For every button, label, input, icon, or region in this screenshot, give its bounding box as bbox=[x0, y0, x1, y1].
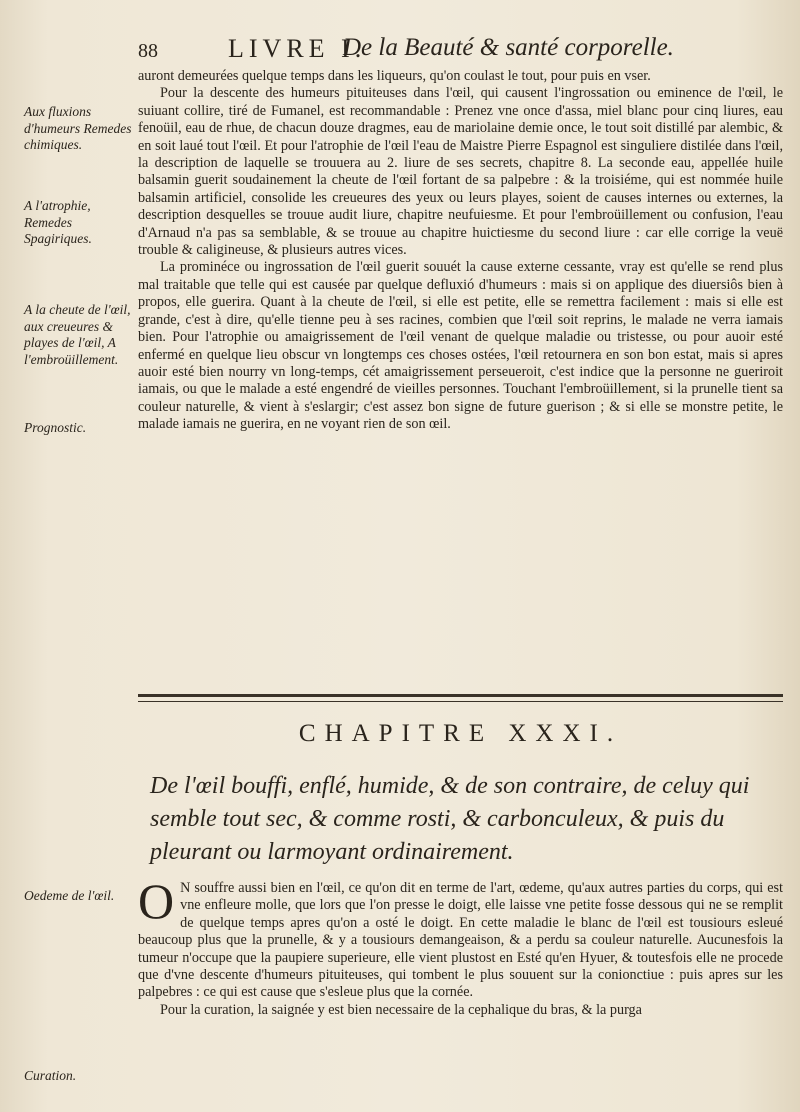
book-label: LIVRE I. bbox=[228, 34, 367, 63]
chapter-title: De l'œil bouffi, enflé, humide, & de son contraire, de celuy qui semble tout sec, & comme rosti, & carbonculeux, & puis du pleurant ou larmoyant ordinairement. bbox=[150, 773, 750, 865]
running-header bbox=[138, 34, 778, 68]
chapter-text-block bbox=[138, 873, 783, 1019]
chapter-divider bbox=[138, 694, 783, 702]
margin-note-oedeme: Oedeme de l'œil. bbox=[24, 888, 115, 903]
continuation-paragraph: auront demeurées quelque temps dans les liqueurs, qu'on coulast le tout, pour puis en vser. bbox=[138, 68, 651, 84]
drop-cap: O bbox=[138, 873, 175, 929]
margin-note-prognostic: Prognostic. bbox=[24, 420, 87, 435]
chapter-paragraph-2: Pour la curation, la saignée y est bien necessaire de la cephalique du bras, & la purga bbox=[160, 1001, 642, 1018]
margin-note-curation: Curation. bbox=[24, 1068, 77, 1083]
paragraph-collire: Pour la descente des humeurs pituiteuses dans l'œil, qui causent l'ingrossation ou eminence de l'œil, le suiuant collire, tiré de Fumanel, est recommandable : Prenez vne once d'assa, miel blanc pour cinq liures, eau fenoüil, eau de rhue, de chacun douze dragmes, eau de mariolaine demie once, le tout soit distillé par alembic, & en soit laué tout l'œil. Et pour l'atrophie de l'œil l'eau de Maistre Pierre Espagnol est singuliere distilée dans l'œil, la description de laquelle se trouuera au 2. liure de ses secrets, chapitre 8. La seconde eau, appellée huile balsamin guerit soudainement la cheute de l'œil fortant de sa palpebre : & la troisiéme, qui est nommée huile balsamin artificiel, consolide les creueures des yeux ou leurs playes, soient de causes internes ou externes, la description desquelles se trouue audit liure, chapitre neufuiesme. Et pour l'embroüillement ou confusion, l'eau d'Arnaud n'a pas sa semblable, & se trouue au chapitre huictiesme du second liure : car elle corrige la veuë trouble & caligineuse, & plusieurs autres vices. bbox=[138, 85, 783, 259]
paragraph-prognostic: La prominéce ou ingrossation de l'œil guerit souuét la cause externe cessante, vray est qu'elle se rend plus mal traitable que telle qui est causée par quelque defluxió d'humeurs : mais si on applique des diuersiôs bien à propos, elle guerira. Quant à la cheute de l'œil, si elle est petite, elle se remettra facilement : mais si elle est grande, c'est à dire, qu'elle tienne peu à ses racines, combien que l'œil soit reprins, le malade ne verra iamais bien. Pour l'atrophie ou amaigrissement de l'œil venant de quelque maladie ou tristesse, ou pour auoir esté enfermé en quelque lieu obscur vn longtemps ces choses ostées, l'œil retournera en son bon estat, mais si apres auoir esté bien nourry vn long-temps, cét amaigrissement perseueroit, c'est indice que la personne ne gueriroit iamais, ou que le malade a esté engendré de vieilles personnes. Touchant l'embroüillement, si la prunelle tient sa couleur naturelle, & vient à s'eslargir; c'est assez bon signe de future guerison ; & si elle se monstre petite, le malade iamais ne guerira, en ne voyant rien de son œil. bbox=[138, 259, 783, 433]
chapter-paragraph-1-text: N souffre aussi bien en l'œil, ce qu'on dit en terme de l'art, œdeme, qu'aux autres parties du corps, qui est vne enfleure molle, que lors que l'on presse le doigt, elle laisse vne petite fosse dessous qui ne se remplit de quelque temps apres qu'on a osté le doigt. En cette maladie le blanc de l'œil est tousiours esleué beaucoup plus que la prunelle, & y a tousiours demangeaison, & a perdu sa couleur naturelle. Aucunesfois la tumeur n'occupe que la paupiere superieure, elle vient plustost en Esté qu'en Hyuer, & toutesfois elle ne procede que d'vne descente d'humeurs pituiteuses, qui tombent le plus souuent sur la conionctiue : puis apres sur les palpebres : ce qui est cause que s'esleue plus que la cornée. bbox=[138, 880, 783, 1001]
page-number: 88 bbox=[138, 40, 158, 62]
running-title: De la Beauté & santé corporelle. bbox=[343, 34, 674, 61]
chapter-heading: CHAPITRE XXXI. bbox=[298, 720, 623, 747]
chapter-paragraph-1 bbox=[138, 873, 783, 1002]
margin-note-atrophie: A l'atrophie, Remedes Spagiriques. bbox=[24, 198, 92, 246]
margin-note-fluxions: Aux fluxions d'humeurs Remedes chimiques. bbox=[24, 104, 132, 152]
top-text-block bbox=[138, 68, 783, 434]
margin-note-cheute: A la cheute de l'œil, aux creueures & playes de l'œil, A l'embroüillement. bbox=[24, 302, 131, 367]
